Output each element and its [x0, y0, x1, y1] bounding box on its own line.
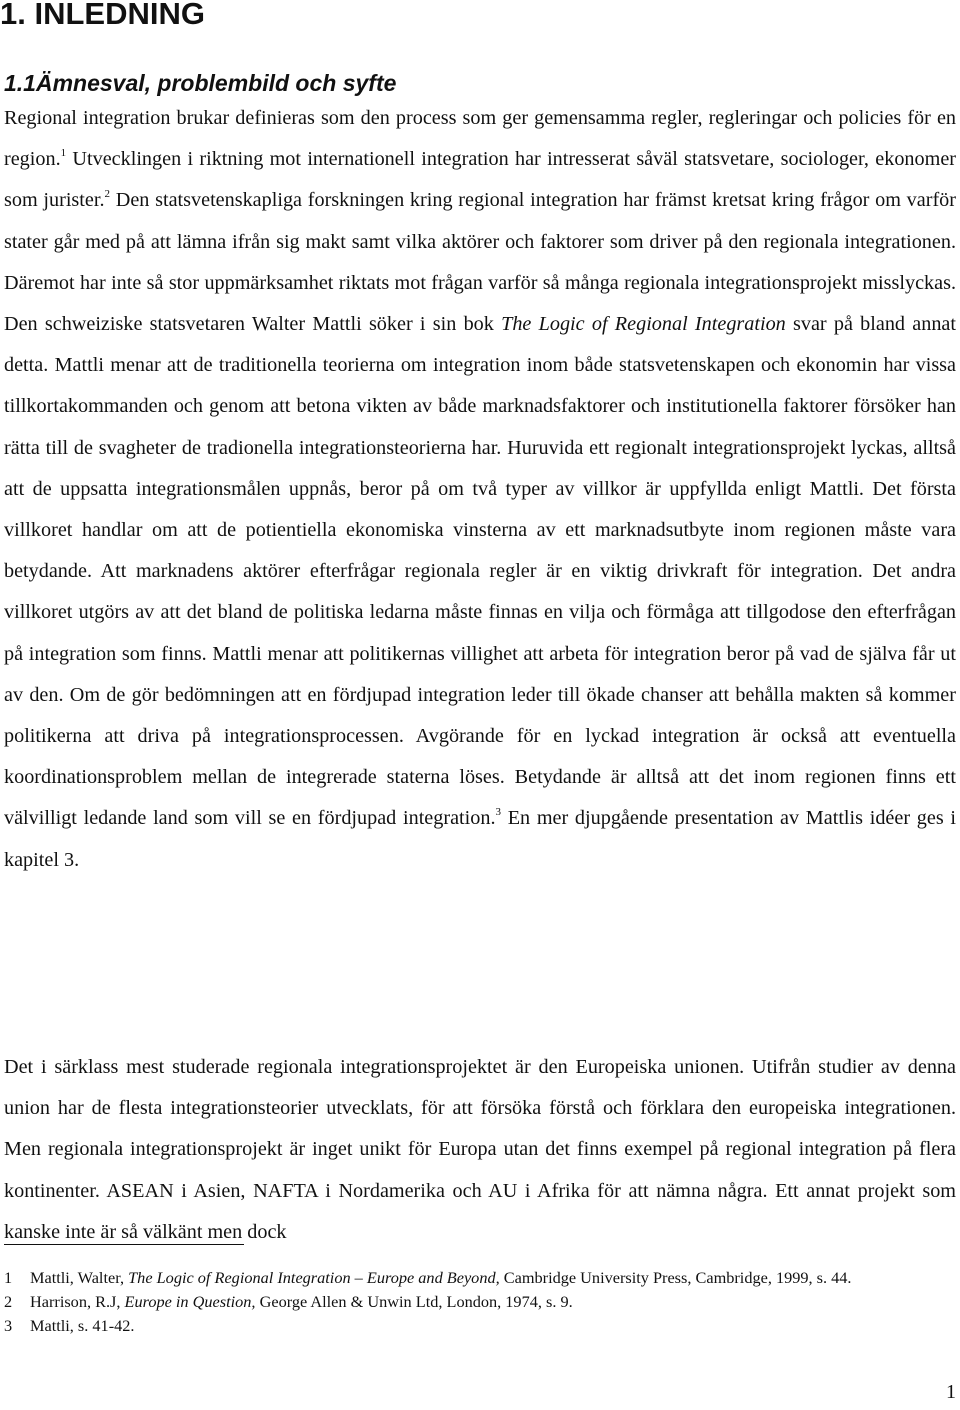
footnote-3 [4, 1314, 956, 1338]
footnote-ref-1: 1 [60, 147, 67, 160]
footnote-title: The Logic of Regional Integration – Europe and Beyond, [128, 1268, 500, 1287]
footnote-author: Mattli, s. 41-42. [30, 1316, 135, 1335]
section-heading: 1.1Ämnesval, problembild och syfte [4, 70, 397, 96]
text-run: En mer djupgående presentation av Mattlis idéer ges i kapitel 3. [4, 807, 956, 871]
footnote-1 [4, 1265, 956, 1290]
body-paragraph-1 [4, 98, 956, 881]
footnote-rest: George Allen & Unwin Ltd, London, 1974, s. 9. [255, 1292, 573, 1311]
footnote-list [4, 1265, 956, 1338]
body-paragraph-2 [4, 1047, 956, 1253]
footnote-author: Mattli, Walter, [30, 1268, 129, 1287]
page-number: 1 [946, 1381, 956, 1403]
footnote-ref-3: 3 [495, 806, 501, 819]
paragraph-text: Det i särklass mest studerade regionala integrationsprojektet är den Europeiska unionen. Utifrån studier av denna union har de flesta integrationsteorier utvecklats, för att försöka förstå och förklara den europeiska integrationen. Men regionala integrationsprojekt är inget unikt för Europa utan det finns exempel på regional integration på flera kontinenter. ASEAN i Asien, NAFTA i Nordamerika och AU i Afrika för att nämna några. Ett annat projekt som kanske inte är så välkänt men dock [4, 1056, 956, 1243]
footnote-2 [4, 1290, 956, 1314]
footnote-separator [4, 1244, 244, 1245]
text-run: Utvecklingen i riktning mot internationell integration har intresserat såväl statsvetare, sociologer, ekonomer som jurister. [4, 148, 956, 212]
footnote-ref-2: 2 [104, 188, 111, 201]
footnote-rest: Cambridge University Press, Cambridge, 1999, s. 44. [499, 1268, 852, 1287]
chapter-heading: 1. INLEDNING [0, 0, 205, 31]
footnote-title: Europe in Question, [124, 1292, 256, 1311]
footnote-number: 2 [4, 1292, 13, 1311]
text-run: Regional integration brukar definieras som den process som ger gemensamma regler, regleringar och policies för en region. [4, 107, 956, 171]
text-run: svar på bland annat detta. Mattli menar att de traditionella teorierna om integration inom både statsvetenskapen och ekonomin har vissa tillkortakommanden och genom att betona vikten av både marknadsfaktorer och institutionella faktorer försöker han rätta till de svagheter de tradionella integrationsteorierna har. Huruvida ett regionalt integrationsprojekt lyckas, alltså att de uppsatta integrationsmålen uppnås, beror på om två typer av villkor är uppfyllda enligt Mattli. Det första villkoret handlar om att de potientiella ekonomiska vinsterna av ett marknadsutbyte inom regionen måste vara betydande. Att marknadens aktörer efterfrågar regionala regler är en viktig drivkraft för integration. Det andra villkoret utgörs av att det bland de politiska ledarna måste finnas en vilja och förmåga att tillgodose den efterfrågan på integration som finns. Mattli menar att politikernas villighet att arbeta för integration beror på vad de själva får ut av den. Om de gör bedömningen att en fördjupad integration leder till ökade chanser att behålla makten så kommer politikerna att driva på integrationsprocessen. Avgörande för en lyckad integration är också att eventuella koordinationsproblem mellan de integrerade staterna löses. Betydande är alltså att det inom regionen finns ett välvilligt ledande land som vill se en fördjupad integration. [4, 313, 956, 830]
footnote-number: 1 [4, 1268, 13, 1287]
footnote-author: Harrison, R.J, [30, 1292, 125, 1311]
footnote-number: 3 [4, 1316, 13, 1335]
book-title: The Logic of Regional Integration [501, 313, 786, 336]
text-run: Den statsvetenskapliga forskningen kring regional integration har främst kretsat kring frågor om varför stater går med på att lämna ifrån sig makt samt vilka aktörer och faktorer som driver på den regionala integrationen. Däremot har inte så stor uppmärksamhet riktats mot frågan varför så många regionala integrationsprojekt misslyckas. Den schweiziske statsvetaren Walter Mattli söker i sin bok [4, 189, 956, 336]
